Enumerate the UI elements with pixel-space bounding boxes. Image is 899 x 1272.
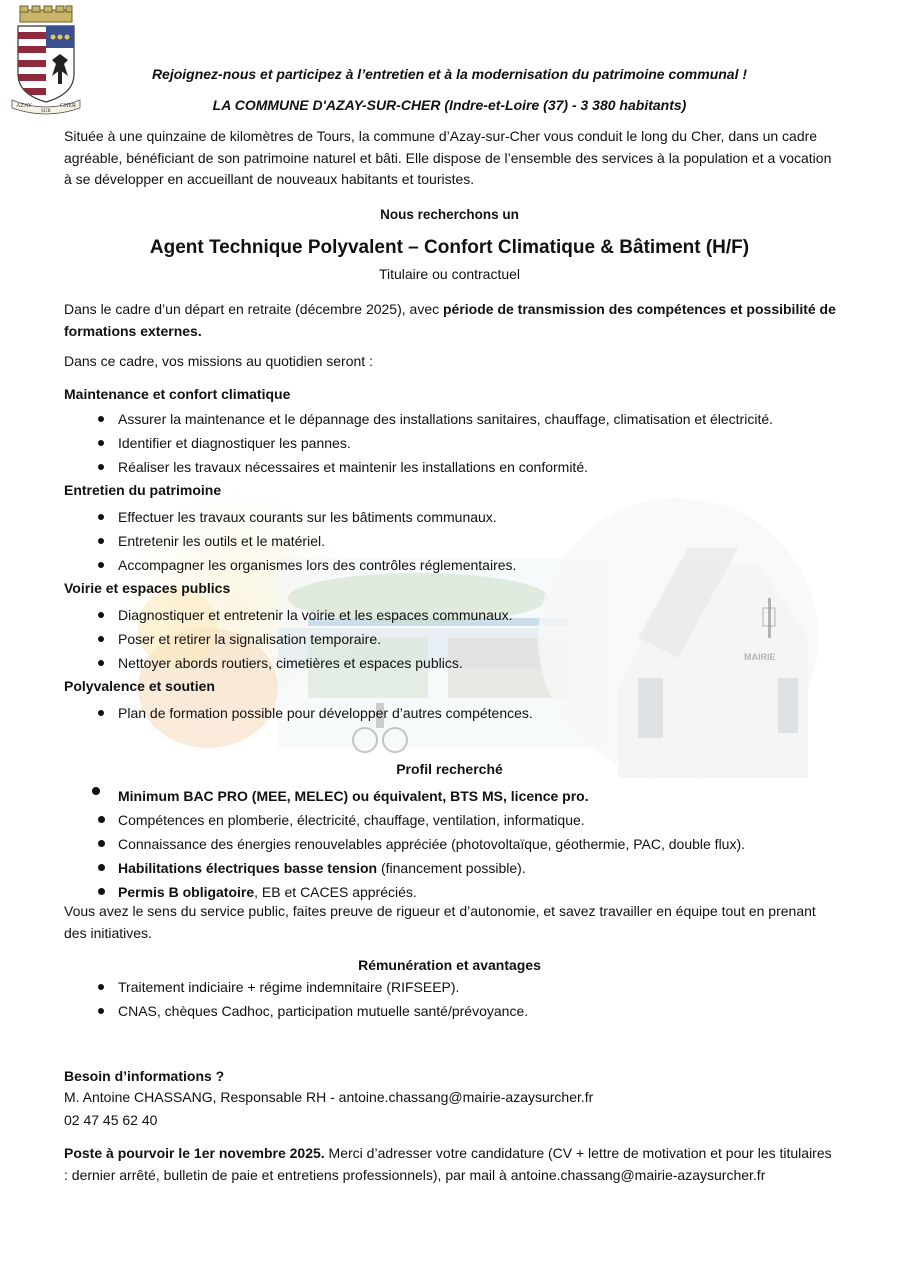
profile-title: Profil recherché bbox=[396, 761, 503, 777]
context-paragraph bbox=[64, 298, 839, 342]
section-title-maintenance: Maintenance et confort climatique bbox=[64, 386, 291, 402]
start-date: Poste à pourvoir le 1er novembre 2025. bbox=[64, 1145, 325, 1161]
list-item: Diagnostiquer et entretenir la voirie et les espaces communaux. bbox=[64, 603, 854, 627]
list-item: Accompagner les organismes lors des contrôles réglementaires. bbox=[64, 553, 854, 577]
list-item: Réaliser les travaux nécessaires et maintenir les installations en conformité. bbox=[64, 455, 854, 479]
mairie-sign: MAIRIE bbox=[744, 652, 776, 662]
list-item: Compétences en plomberie, électricité, chauffage, ventilation, informatique. bbox=[64, 808, 854, 832]
svg-text:SUR: SUR bbox=[41, 109, 51, 114]
list-item: Effectuer les travaux courants sur les bâtiments communaux. bbox=[64, 505, 854, 529]
context-bold: période de transmission des compétences et possibilité de formations externes. bbox=[64, 301, 836, 339]
contact-phone: 02 47 45 62 40 bbox=[64, 1112, 158, 1128]
application-instructions: Merci d’adresser votre candidature (CV + lettre de motivation et pour les titulaires : dernier arrêté, bulletin de paie et entretiens professionnels), par mail à antoine.chassang@mairie-azaysurcher.fr bbox=[64, 1145, 832, 1183]
section-title-polyvalence: Polyvalence et soutien bbox=[64, 678, 215, 694]
remuneration-list bbox=[64, 975, 854, 1023]
remuneration-title: Rémunération et avantages bbox=[358, 957, 541, 973]
section-title-patrimoine: Entretien du patrimoine bbox=[64, 482, 222, 498]
commune-heading: LA COMMUNE D'AZAY-SUR-CHER (Indre-et-Loire (37) - 3 380 habitants) bbox=[212, 97, 687, 113]
profile-list bbox=[64, 784, 854, 904]
list-item: Plan de formation possible pour développer d’autres compétences. bbox=[64, 701, 854, 725]
list-item: Poser et retirer la signalisation temporaire. bbox=[64, 627, 854, 651]
list-item: Assurer la maintenance et le dépannage des installations sanitaires, chauffage, climatisation et électricité. bbox=[64, 407, 854, 431]
voirie-list bbox=[64, 603, 854, 675]
search-line: Nous recherchons un bbox=[380, 207, 519, 222]
intro-paragraph: Située à une quinzaine de kilomètres de Tours, la commune d’Azay-sur-Cher vous conduit le long du Cher, dans un cadre agréable, bénéficiant de son patrimoine naturel et bâti. Elle dispose de l’ensemble des services à la population et a vocation à se développer en accueillant de nouveaux habitants et touristes. bbox=[64, 128, 832, 187]
list-item: CNAS, chèques Cadhoc, participation mutuelle santé/prévoyance. bbox=[64, 999, 854, 1023]
patrimoine-list bbox=[64, 505, 854, 577]
job-status: Titulaire ou contractuel bbox=[378, 266, 521, 282]
list-item: Traitement indiciaire + régime indemnitaire (RIFSEEP). bbox=[64, 975, 854, 999]
list-item: Permis B obligatoire, EB et CACES appréciés. bbox=[64, 880, 854, 904]
list-item: Nettoyer abords routiers, cimetières et espaces publics. bbox=[64, 651, 854, 675]
polyvalence-list bbox=[64, 701, 854, 725]
context-text: Dans le cadre d’un départ en retraite (décembre 2025), avec bbox=[64, 301, 443, 317]
svg-text:CHER: CHER bbox=[60, 103, 77, 109]
tagline: Rejoignez-nous et participez à l’entretien et à la modernisation du patrimoine communal ! bbox=[151, 66, 748, 82]
list-item: Minimum BAC PRO (MEE, MELEC) ou équivalent, BTS MS, licence pro. bbox=[64, 784, 854, 808]
application-paragraph bbox=[64, 1142, 839, 1186]
svg-text:AZAY: AZAY bbox=[16, 103, 33, 109]
maintenance-list bbox=[64, 407, 854, 479]
section-title-voirie: Voirie et espaces publics bbox=[64, 580, 231, 596]
job-title: Agent Technique Polyvalent – Confort Climatique & Bâtiment (H/F) bbox=[149, 237, 750, 258]
missions-intro: Dans ce cadre, vos missions au quotidien seront : bbox=[64, 353, 373, 369]
list-item: Connaissance des énergies renouvelables appréciée (photovoltaïque, géothermie, PAC, double flux). bbox=[64, 832, 854, 856]
profile-closing: Vous avez le sens du service public, faites preuve de rigueur et d’autonomie, et savez travailler en équipe tout en prenant des initiatives. bbox=[64, 903, 816, 941]
list-item: Entretenir les outils et le matériel. bbox=[64, 529, 854, 553]
contact-title: Besoin d’informations ? bbox=[64, 1068, 225, 1084]
list-item: Habilitations électriques basse tension (financement possible). bbox=[64, 856, 854, 880]
list-item: Identifier et diagnostiquer les pannes. bbox=[64, 431, 854, 455]
contact-person: M. Antoine CHASSANG, Responsable RH - antoine.chassang@mairie-azaysurcher.fr bbox=[64, 1089, 594, 1105]
